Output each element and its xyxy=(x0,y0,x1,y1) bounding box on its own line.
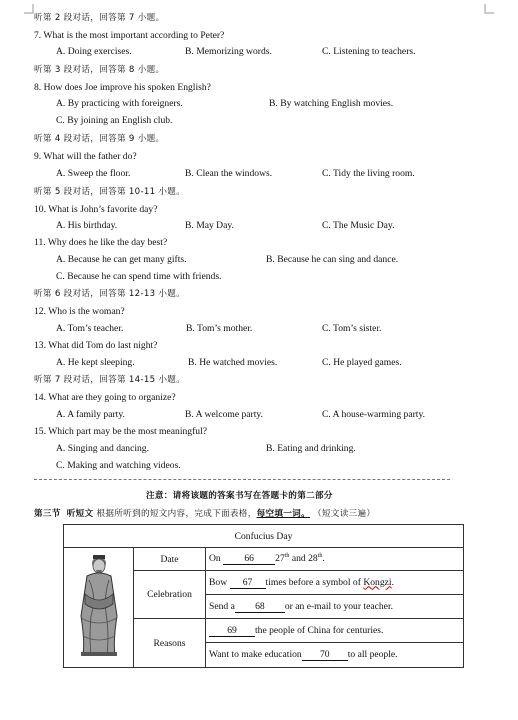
question-13-option-c: C. He played games. xyxy=(322,357,402,368)
question-11-option-b: B. Because he can sing and dance. xyxy=(266,254,399,265)
date-day-a: 27 xyxy=(275,553,285,565)
question-15: 15. Which part may be the most meaningful? xyxy=(34,426,207,437)
question-7-option-b: B. Memorizing words. xyxy=(185,46,272,57)
question-8-option-c: C. By joining an English club. xyxy=(56,115,173,126)
question-9-option-b: B. Clean the windows. xyxy=(185,168,273,179)
question-8-option-b: B. By watching English movies. xyxy=(269,98,394,109)
reason-1-suffix: the people of China for centuries. xyxy=(255,624,384,636)
section-3-instruction: 根据所听到的短文内容，完成下面表格， xyxy=(96,509,257,519)
question-7-option-a: A. Doing exercises. xyxy=(56,46,132,57)
question-14-option-a: A. A family party. xyxy=(56,409,125,420)
question-15-option-c: C. Making and watching videos. xyxy=(56,460,181,471)
section-3-label: 第三节 xyxy=(34,509,61,519)
celebration-send xyxy=(206,595,464,619)
crop-mark-top-right xyxy=(484,4,494,14)
question-8: 8. How does Joe improve his spoken English? xyxy=(34,82,211,93)
date-value xyxy=(206,548,464,571)
section-3-note: （短文读三遍） xyxy=(313,509,376,519)
question-13: 13. What did Tom do last night? xyxy=(34,340,158,351)
dialog-2-instruction: 听第 2 段对话，回答第 7 小题。 xyxy=(34,13,165,23)
question-14-option-c: C. A house-warming party. xyxy=(322,409,426,420)
question-10-option-c: C. The Music Day. xyxy=(322,220,395,231)
section-3-heading xyxy=(34,508,375,520)
question-13-option-b: B. He watched movies. xyxy=(188,357,278,368)
date-sup-a: th xyxy=(284,552,290,559)
bow-prefix: Bow xyxy=(209,576,228,588)
blank-68: 68 xyxy=(235,601,285,613)
question-14: 14. What are they going to organize? xyxy=(34,392,176,403)
question-12-option-b: B. Tom’s mother. xyxy=(186,323,253,334)
question-12-option-a: A. Tom’s teacher. xyxy=(56,323,124,334)
question-12: 12. Who is the woman? xyxy=(34,306,125,317)
question-9: 9. What will the father do? xyxy=(34,151,137,162)
question-9-option-a: A. Sweep the floor. xyxy=(56,168,131,179)
question-10-option-b: B. May Day. xyxy=(185,220,234,231)
section-3-title: 听短文 xyxy=(66,509,94,519)
date-end: . xyxy=(322,553,325,565)
question-12-option-c: C. Tom’s sister. xyxy=(322,323,382,334)
question-7: 7. What is the most important according to Peter? xyxy=(34,30,225,41)
question-15-option-a: A. Singing and dancing. xyxy=(56,443,149,454)
dialog-7-instruction: 听第 7 段对话，回答第 14-15 小题。 xyxy=(34,375,186,385)
date-label: Date xyxy=(134,548,206,571)
date-and: and 28 xyxy=(291,553,318,565)
date-prefix: On xyxy=(209,553,221,565)
section-3-emphasis: 每空填一词。 xyxy=(256,509,310,519)
bow-end: . xyxy=(391,576,394,588)
dialog-5-instruction: 听第 5 段对话，回答第 10-11 小题。 xyxy=(34,187,186,197)
crop-mark-top-left xyxy=(24,4,34,14)
dialog-6-instruction: 听第 6 段对话，回答第 12-13 小题。 xyxy=(34,289,186,299)
confucius-day-table xyxy=(63,524,464,668)
reasons-label: Reasons xyxy=(134,619,206,668)
question-8-option-a: A. By practicing with foreigners. xyxy=(56,98,183,109)
dialog-4-instruction: 听第 4 段对话，回答第 9 小题。 xyxy=(34,134,165,144)
dialog-3-instruction: 听第 3 段对话，回答第 8 小题。 xyxy=(34,65,165,75)
blank-70: 70 xyxy=(302,649,348,661)
blank-66: 66 xyxy=(223,553,275,565)
blank-69: 69 xyxy=(209,625,255,637)
reason-2-prefix: Want to make education xyxy=(209,649,302,660)
question-13-option-a: A. He kept sleeping. xyxy=(56,357,135,368)
question-14-option-b: B. A welcome party. xyxy=(185,409,263,420)
date-sup-b: th xyxy=(317,552,323,559)
question-11-option-c: C. Because he can spend time with friends. xyxy=(56,271,222,282)
reason-1 xyxy=(206,619,464,643)
celebration-label: Celebration xyxy=(134,571,206,619)
reason-2 xyxy=(206,643,464,668)
question-7-option-c: C. Listening to teachers. xyxy=(322,46,416,57)
question-15-option-b: B. Eating and drinking. xyxy=(266,443,356,454)
blank-67: 67 xyxy=(230,577,266,589)
send-prefix: Send a xyxy=(209,600,235,612)
bow-suffix: times before a symbol of xyxy=(265,576,361,588)
question-11-option-a: A. Because he can get many gifts. xyxy=(56,254,187,265)
question-10-option-a: A. His birthday. xyxy=(56,220,118,231)
confucius-portrait-icon xyxy=(64,548,134,668)
answer-notice: 注意：请将该题的答案书写在答题卡的第二部分 xyxy=(146,491,333,501)
question-10: 10. What is John’s favorite day? xyxy=(34,204,158,215)
send-suffix: or an e-mail to your teacher. xyxy=(284,600,394,612)
section-divider xyxy=(34,479,450,480)
question-9-option-c: C. Tidy the living room. xyxy=(322,168,415,179)
kongzi-word: Kongzi xyxy=(363,576,392,588)
celebration-bow xyxy=(206,571,464,595)
question-11: 11. Why does he like the day best? xyxy=(34,237,168,248)
reason-2-suffix: to all people. xyxy=(347,649,398,660)
table-title: Confucius Day xyxy=(64,525,464,548)
